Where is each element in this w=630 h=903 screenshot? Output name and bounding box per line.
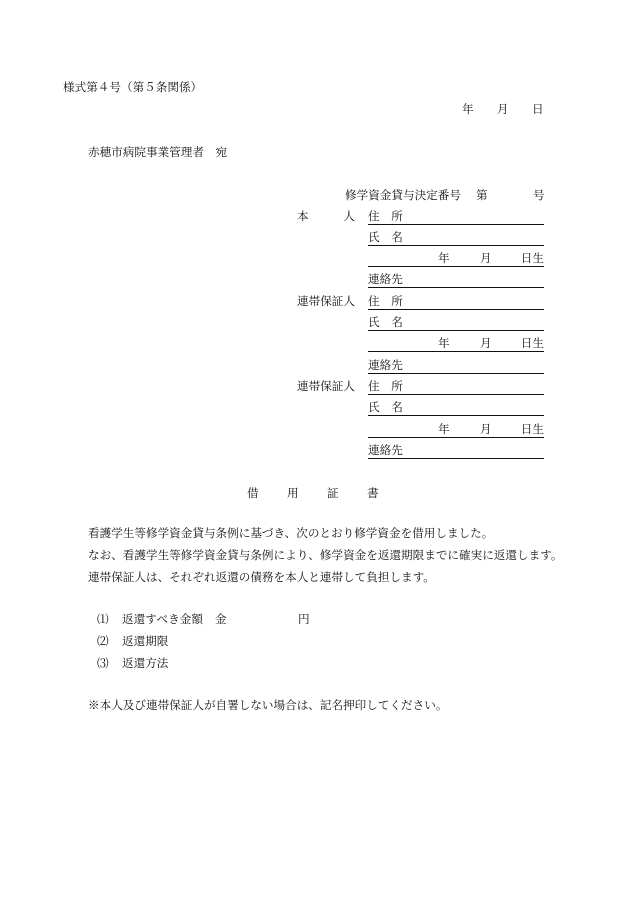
- signature-note: ※本人及び連帯保証人が自署しない場合は、記名押印してください。: [88, 699, 448, 712]
- party-guarantor1-address-row: [297, 292, 544, 313]
- decision-number-prefix: 第: [476, 189, 488, 202]
- decision-number-suffix: 号: [533, 189, 545, 202]
- party-principal-contact-row: [297, 270, 544, 291]
- name-label: 氏 名: [368, 316, 403, 330]
- party-guarantor1-contact-row: [297, 356, 544, 377]
- address-field: [368, 295, 544, 310]
- party-principal-name-row: [297, 228, 544, 249]
- date-day-label: 日: [532, 103, 544, 116]
- item-amount-unit: 円: [298, 613, 310, 626]
- name-label: 氏 名: [368, 230, 403, 244]
- name-label: 氏 名: [368, 401, 403, 415]
- contact-field: [368, 359, 544, 374]
- body-line: 連帯保証人は、それぞれ返還の債務を本人と連帯して負担します。: [88, 571, 435, 584]
- party-guarantor1-name-row: [297, 313, 544, 334]
- address-field: [368, 210, 544, 225]
- body-line: なお、看護学生等修学資金貸与条例により、修学資金を返還期限までに確実に返還します。: [88, 549, 563, 562]
- date-month-label: 月: [497, 103, 509, 116]
- name-field: [368, 401, 544, 416]
- contact-field: [368, 273, 544, 288]
- parties-section: [297, 207, 544, 463]
- birth-year-label: 年: [438, 337, 450, 351]
- address-label: 住 所: [368, 380, 403, 394]
- birthdate-field: [368, 252, 544, 267]
- party-guarantor2-name-row: [297, 398, 544, 419]
- birth-month-label: 月: [480, 422, 492, 436]
- name-field: [368, 231, 544, 246]
- body-line: 看護学生等修学資金貸与条例に基づき、次のとおり修学資金を借用しました。: [88, 527, 494, 540]
- party-principal-address-row: [297, 207, 544, 228]
- contact-field: [368, 444, 544, 459]
- addressee: 赤穂市病院事業管理者 宛: [88, 146, 228, 159]
- item-label-repayment-amount: 返還すべき金額: [122, 613, 203, 626]
- decision-number-label: 修学資金貸与決定番号: [345, 189, 461, 202]
- birth-month-label: 月: [480, 337, 492, 351]
- party-principal-birth-row: [297, 249, 544, 270]
- address-label: 住 所: [368, 209, 403, 223]
- party-guarantor2-address-row: [297, 377, 544, 398]
- address-label: 住 所: [368, 294, 403, 308]
- contact-label: 連絡先: [368, 358, 403, 372]
- item-label-repayment-deadline: 返還期限: [122, 635, 169, 648]
- name-field: [368, 316, 544, 331]
- item-amount-prefix: 金: [215, 613, 227, 626]
- birth-year-label: 年: [438, 422, 450, 436]
- birth-day-label: 日生: [520, 252, 544, 266]
- party-guarantor1-role: 連帯保証人: [297, 294, 355, 308]
- birth-day-label: 日生: [520, 337, 544, 351]
- party-guarantor2-contact-row: [297, 441, 544, 462]
- form-number: 様式第４号（第５条関係）: [63, 81, 203, 94]
- contact-label: 連絡先: [368, 273, 403, 287]
- item-number: ⑶: [97, 657, 109, 670]
- party-guarantor2-role: 連帯保証人: [297, 380, 355, 394]
- contact-label: 連絡先: [368, 444, 403, 458]
- party-guarantor1-birth-row: [297, 334, 544, 355]
- date-year-label: 年: [462, 103, 474, 116]
- item-number: ⑴: [97, 613, 109, 626]
- item-number: ⑵: [97, 635, 109, 648]
- birthdate-field: [368, 337, 544, 352]
- birthdate-field: [368, 423, 544, 438]
- item-label-repayment-method: 返還方法: [122, 657, 169, 670]
- birth-year-label: 年: [438, 252, 450, 266]
- birth-day-label: 日生: [520, 422, 544, 436]
- party-principal-role: 本 人: [297, 209, 355, 223]
- address-field: [368, 380, 544, 395]
- party-guarantor2-birth-row: [297, 420, 544, 441]
- document-title: 借用証書: [247, 487, 407, 500]
- birth-month-label: 月: [480, 252, 492, 266]
